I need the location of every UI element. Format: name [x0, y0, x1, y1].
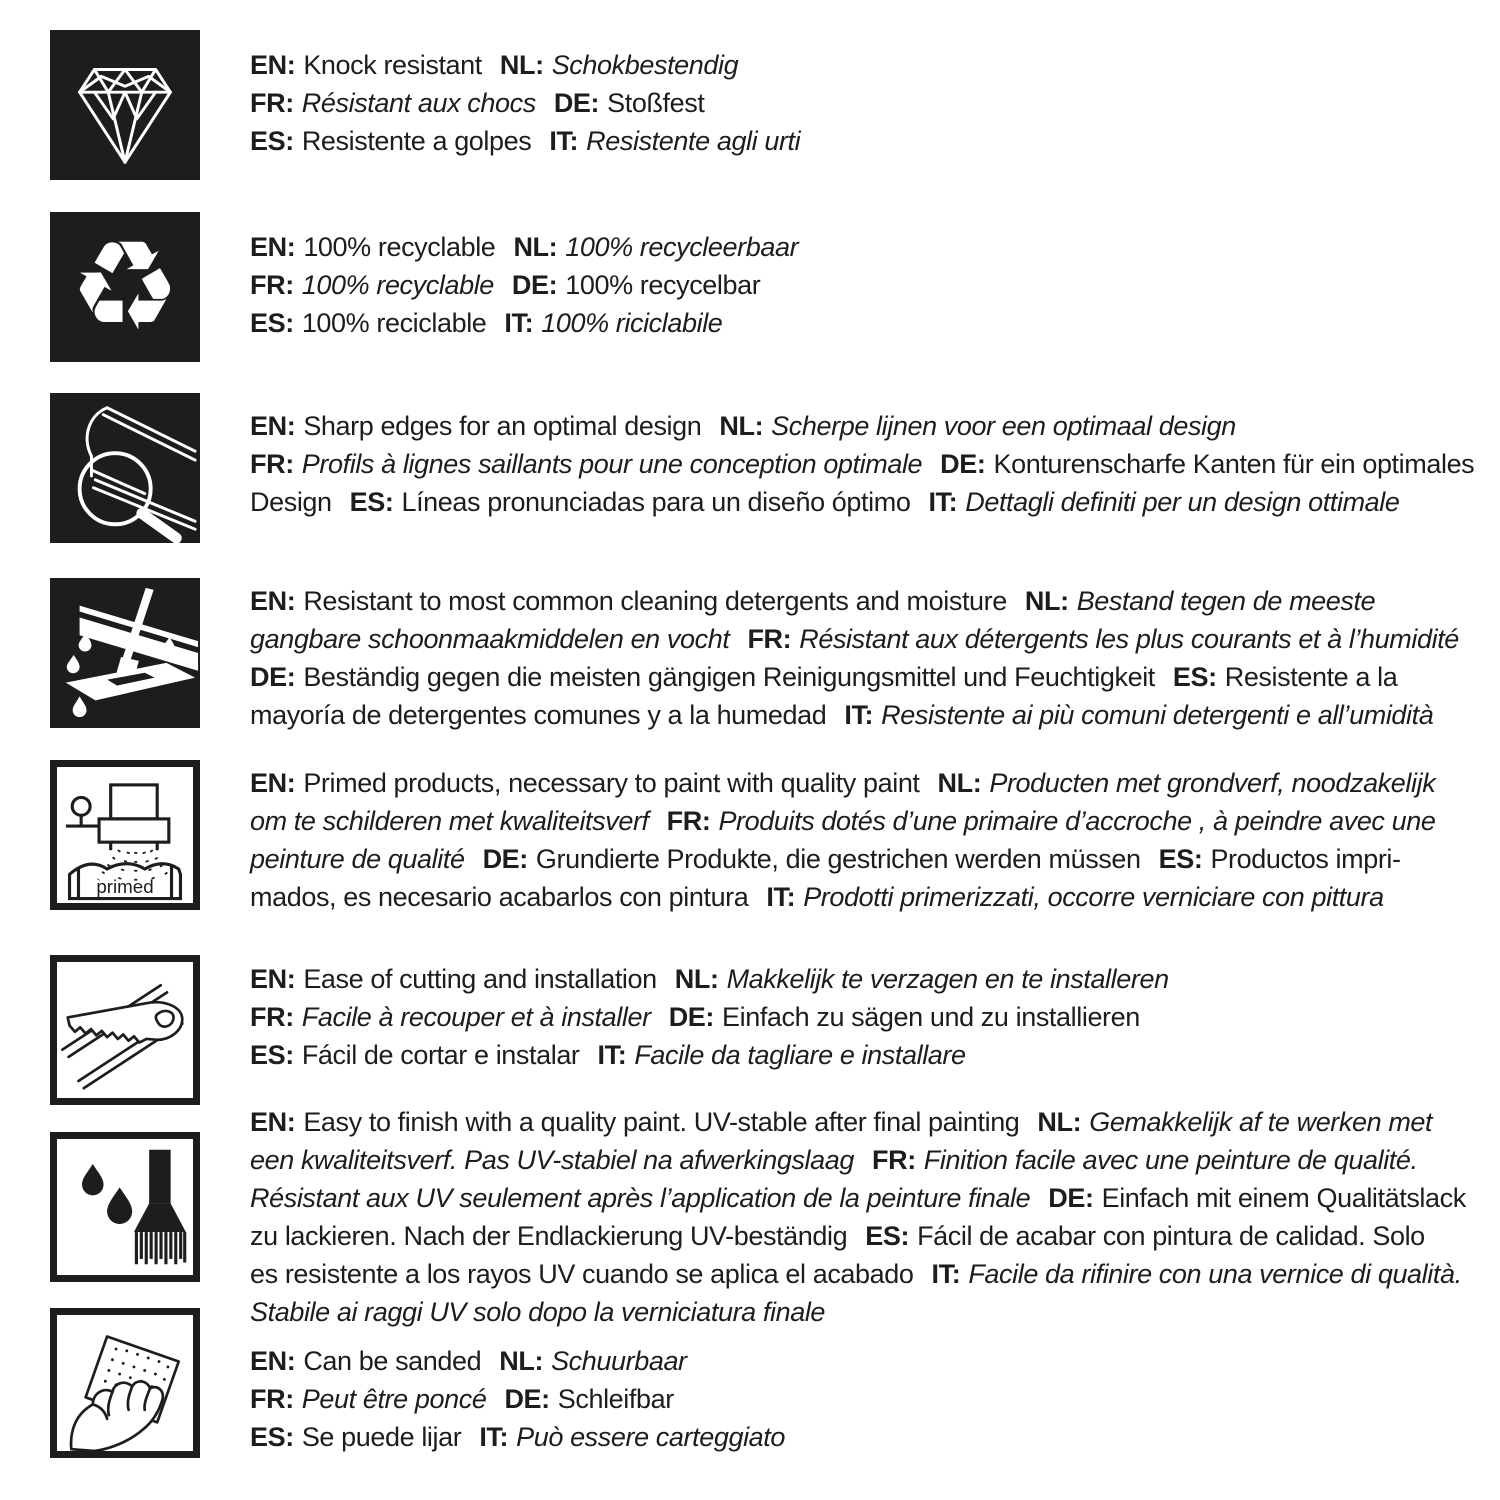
language-label: FR: [250, 1002, 294, 1032]
feature-text: Schuurbaar [551, 1346, 687, 1376]
text-line [250, 878, 1500, 916]
feature-text: Ease of cutting and installation [303, 964, 657, 994]
language-label: IT: [766, 882, 796, 912]
primer-spray-icon [50, 760, 200, 910]
text-line [250, 960, 1500, 998]
feature-text-block [250, 760, 1500, 916]
text-line [250, 1103, 1500, 1141]
language-label: FR: [250, 449, 294, 479]
lang-segment [512, 270, 760, 300]
feature-text: 100% reciclable [301, 308, 487, 338]
language-label: EN: [250, 964, 296, 994]
language-label: EN: [250, 1107, 296, 1137]
feature-text: Facile da rifinire con una vernice di qualità. [968, 1259, 1462, 1289]
lang-segment [554, 88, 705, 118]
lang-segment [1048, 1183, 1466, 1213]
language-label: IT: [549, 126, 579, 156]
language-label: IT: [931, 1259, 961, 1289]
feature-text-block [250, 30, 1500, 160]
feature-text: Resistente ai più comuni detergenti e all’umidità [881, 700, 1434, 730]
lang-segment [483, 844, 1141, 874]
feature-text: Peut être poncé [301, 1384, 487, 1414]
feature-text: Sharp edges for an optimal design [303, 411, 702, 441]
recycle-glyph: ♻ [69, 215, 181, 359]
feature-text: Primed products, necessary to paint with quality paint [303, 768, 920, 798]
text-line [250, 1179, 1500, 1217]
feature-text: Facile da tagliare e installare [634, 1040, 966, 1070]
language-label: ES: [1158, 844, 1203, 874]
language-label: NL: [1037, 1107, 1082, 1137]
feature-text: Konturenscharfe Kanten für ein optimales [993, 449, 1475, 479]
language-label: EN: [250, 232, 296, 262]
lang-segment [250, 1384, 486, 1414]
language-label: FR: [872, 1145, 916, 1175]
text-line [250, 696, 1500, 734]
feature-text: Resistente a la [1224, 662, 1398, 692]
feature-text: om te schilderen met kwaliteitsverf [250, 806, 649, 836]
language-label: DE: [553, 88, 600, 118]
feature-text-block [250, 578, 1500, 734]
lang-segment [719, 411, 1236, 441]
lang-segment [928, 487, 1399, 517]
continuation-segment [250, 487, 332, 517]
feature-text: Easy to finish with a quality paint. UV-stable after final painting [303, 1107, 1020, 1137]
feature-text: Fácil de cortar e instalar [301, 1040, 580, 1070]
lang-segment [844, 700, 1433, 730]
continuation-segment [250, 1183, 1030, 1213]
mop-cleaning-icon [50, 578, 200, 728]
language-label: IT: [504, 308, 534, 338]
feature-text: Profils à lignes saillants pour une conception optimale [301, 449, 923, 479]
lang-segment [938, 768, 1436, 798]
language-label: EN: [250, 50, 296, 80]
feature-text: Schokbestendig [551, 50, 739, 80]
text-line [250, 1418, 1500, 1456]
text-line [250, 802, 1500, 840]
continuation-segment [250, 700, 826, 730]
language-label: ES: [250, 1422, 294, 1452]
feature-row-cleaning-resistant [50, 578, 1500, 734]
lang-segment [250, 586, 1007, 616]
lang-segment [250, 768, 920, 798]
feature-text: Prodotti primerizzati, occorre verniciare con pittura [803, 882, 1384, 912]
language-label: DE: [250, 662, 296, 692]
language-label: DE: [1048, 1183, 1094, 1213]
lang-segment [500, 50, 738, 80]
feature-text: Facile à recouper et à installer [301, 1002, 651, 1032]
sharp-edges-icon [50, 393, 200, 543]
feature-text: Dettagli definiti per un design ottimale [965, 487, 1400, 517]
handsaw-icon [50, 955, 200, 1105]
feature-text: Résistant aux UV seulement après l’application de la peinture finale [250, 1183, 1031, 1213]
feature-text: Makkelijk te verzagen en te installeren [726, 964, 1169, 994]
text-line [250, 84, 1500, 122]
lang-segment [1025, 586, 1375, 616]
lang-segment [504, 308, 722, 338]
feature-text: 100% recyclable [301, 270, 494, 300]
feature-text: peinture de qualité [250, 844, 465, 874]
text-line [250, 1141, 1500, 1179]
lang-segment [250, 50, 482, 80]
continuation-segment [250, 624, 729, 654]
lang-segment [598, 1040, 966, 1070]
feature-text: Resistant to most common cleaning detergents and moisture [303, 586, 1007, 616]
feature-text: 100% recycleerbaar [565, 232, 799, 262]
feature-text: es resistente a los rayos UV cuando se aplica el acabado [250, 1259, 914, 1289]
lang-segment [350, 487, 911, 517]
language-label: EN: [250, 1346, 296, 1376]
feature-text: Schleifbar [557, 1384, 674, 1414]
lang-segment [513, 232, 798, 262]
feature-text-block [250, 1308, 1500, 1456]
lang-segment [865, 1221, 1425, 1251]
feature-text: zu lackieren. Nach der Endlackierung UV-beständig [250, 1221, 848, 1251]
language-label: ES: [865, 1221, 910, 1251]
feature-text: Einfach zu sägen und zu installieren [722, 1002, 1140, 1032]
continuation-segment [250, 806, 649, 836]
primed-icon-label: primed [96, 876, 154, 898]
lang-segment [504, 1384, 673, 1414]
text-line [250, 304, 1500, 342]
language-label: NL: [499, 50, 544, 80]
feature-text: 100% recycelbar [565, 270, 761, 300]
lang-segment [669, 1002, 1140, 1032]
language-label: ES: [250, 308, 294, 338]
feature-row-recyclable [50, 212, 1500, 362]
feature-text: Líneas pronunciadas para un diseño óptimo [401, 487, 911, 517]
feature-row-sandable [50, 1308, 1500, 1458]
language-label: DE: [482, 844, 528, 874]
language-label: ES: [349, 487, 394, 517]
hand-sanding-icon [50, 1308, 200, 1458]
feature-row-knock-resistant [50, 30, 1500, 180]
paint-brush-drops-icon [50, 1132, 200, 1282]
continuation-segment [250, 882, 748, 912]
feature-text: Beständig gegen die meisten gängigen Reinigungsmittel und Feuchtigkeit [303, 662, 1155, 692]
recycle-icon [50, 212, 200, 362]
lang-segment [250, 1107, 1019, 1137]
feature-text: Design [250, 487, 332, 517]
language-label: FR: [250, 270, 294, 300]
lang-segment [250, 126, 531, 156]
lang-segment [675, 964, 1169, 994]
continuation-segment [250, 1221, 847, 1251]
lang-segment [1037, 1107, 1432, 1137]
lang-segment [766, 882, 1383, 912]
lang-segment [250, 232, 495, 262]
feature-text: Produits dotés d’une primaire d’accroche , à peindre avec une [718, 806, 1436, 836]
lang-segment [499, 1346, 686, 1376]
language-label: ES: [250, 1040, 294, 1070]
text-line [250, 122, 1500, 160]
text-line [250, 46, 1500, 84]
lang-segment [250, 1002, 651, 1032]
feature-text: 100% riciclabile [541, 308, 723, 338]
feature-row-easy-cutting [50, 955, 1500, 1105]
feature-row-easy-finish [50, 1107, 1500, 1331]
lang-segment [250, 1422, 461, 1452]
feature-text: Einfach mit einem Qualitätslack [1101, 1183, 1466, 1213]
feature-text: Scherpe lijnen voor een optimaal design [771, 411, 1236, 441]
feature-text: Stoßfest [607, 88, 705, 118]
feature-text: Fácil de acabar con pintura de calidad. Solo [917, 1221, 1425, 1251]
feature-text: Can be sanded [303, 1346, 482, 1376]
language-label: DE: [511, 270, 558, 300]
feature-text-block [250, 393, 1500, 521]
text-line [250, 266, 1500, 304]
lang-segment [1159, 844, 1401, 874]
text-line [250, 582, 1500, 620]
text-line [250, 1342, 1500, 1380]
text-line [250, 1217, 1500, 1255]
text-line [250, 998, 1500, 1036]
lang-segment [250, 964, 657, 994]
language-label: DE: [940, 449, 986, 479]
feature-text-block [250, 955, 1500, 1074]
continuation-segment [250, 844, 465, 874]
continuation-segment [250, 1259, 914, 1289]
lang-segment [940, 449, 1474, 479]
lang-segment [479, 1422, 785, 1452]
text-line [250, 840, 1500, 878]
text-line [250, 620, 1500, 658]
language-label: DE: [668, 1002, 714, 1032]
feature-text-block [250, 1103, 1500, 1331]
continuation-segment [250, 1145, 854, 1175]
lang-segment [667, 806, 1436, 836]
feature-text-block [250, 212, 1500, 342]
language-label: IT: [597, 1040, 627, 1070]
lang-segment [250, 88, 536, 118]
text-line [250, 658, 1500, 696]
feature-text: Resistente a golpes [301, 126, 532, 156]
language-label: NL: [719, 411, 764, 441]
text-line [250, 1380, 1500, 1418]
language-label: NL: [1024, 586, 1069, 616]
text-line [250, 228, 1500, 266]
feature-text: een kwaliteitsverf. Pas UV-stabiel na afwerkingslaag [250, 1145, 854, 1175]
language-label: EN: [250, 768, 296, 798]
language-label: NL: [513, 232, 558, 262]
language-label: ES: [1172, 662, 1217, 692]
feature-row-sharp-edges [50, 393, 1500, 543]
lang-segment [932, 1259, 1462, 1289]
feature-text: gangbare schoonmaakmiddelen en vocht [250, 624, 730, 654]
text-line [250, 764, 1500, 802]
lang-segment [1173, 662, 1397, 692]
feature-text: Grundierte Produkte, die gestrichen werden müssen [535, 844, 1141, 874]
lang-segment [747, 624, 1458, 654]
language-label: DE: [504, 1384, 550, 1414]
feature-text: Resistente agli urti [586, 126, 801, 156]
text-line [250, 1036, 1500, 1074]
feature-text: mayoría de detergentes comunes y a la humedad [250, 700, 827, 730]
text-line [250, 1255, 1500, 1293]
feature-text: Bestand tegen de meeste [1076, 586, 1376, 616]
language-label: FR: [666, 806, 711, 836]
feature-text: Gemakkelijk af te werken met [1089, 1107, 1433, 1137]
lang-segment [250, 662, 1155, 692]
feature-text: Stabile ai raggi UV solo dopo la verniciatura finale [250, 1297, 826, 1327]
language-label: NL: [674, 964, 719, 994]
language-label: IT: [928, 487, 958, 517]
language-label: IT: [844, 700, 874, 730]
feature-text: Finition facile avec une peinture de qualité. [923, 1145, 1418, 1175]
feature-text: Résistant aux chocs [301, 88, 536, 118]
language-label: NL: [499, 1346, 544, 1376]
language-label: ES: [250, 126, 294, 156]
text-line [250, 483, 1500, 521]
language-label: NL: [937, 768, 982, 798]
lang-segment [872, 1145, 1418, 1175]
language-label: IT: [479, 1422, 509, 1452]
lang-segment [250, 449, 922, 479]
language-label: EN: [250, 586, 296, 616]
language-label: EN: [250, 411, 296, 441]
language-label: FR: [747, 624, 792, 654]
text-line [250, 407, 1500, 445]
feature-text: mados, es necesario acabarlos con pintura [250, 882, 749, 912]
diamond-icon [50, 30, 200, 180]
text-line [250, 445, 1500, 483]
lang-segment [250, 1346, 481, 1376]
feature-text: Se puede lijar [301, 1422, 462, 1452]
feature-text: Knock resistant [303, 50, 482, 80]
language-label: FR: [250, 1384, 294, 1414]
lang-segment [250, 1040, 580, 1070]
lang-segment [250, 411, 701, 441]
lang-segment [250, 270, 494, 300]
feature-text: 100% recyclable [303, 232, 496, 262]
feature-row-primed [50, 760, 1500, 916]
feature-text: Résistant aux détergents les plus courants et à l’humidité [799, 624, 1459, 654]
language-label: FR: [250, 88, 294, 118]
feature-text: Producten met grondverf, noodzakelijk [989, 768, 1436, 798]
lang-segment [549, 126, 800, 156]
lang-segment [250, 308, 486, 338]
feature-text: Productos impri- [1210, 844, 1401, 874]
feature-text: Può essere carteggiato [516, 1422, 785, 1452]
